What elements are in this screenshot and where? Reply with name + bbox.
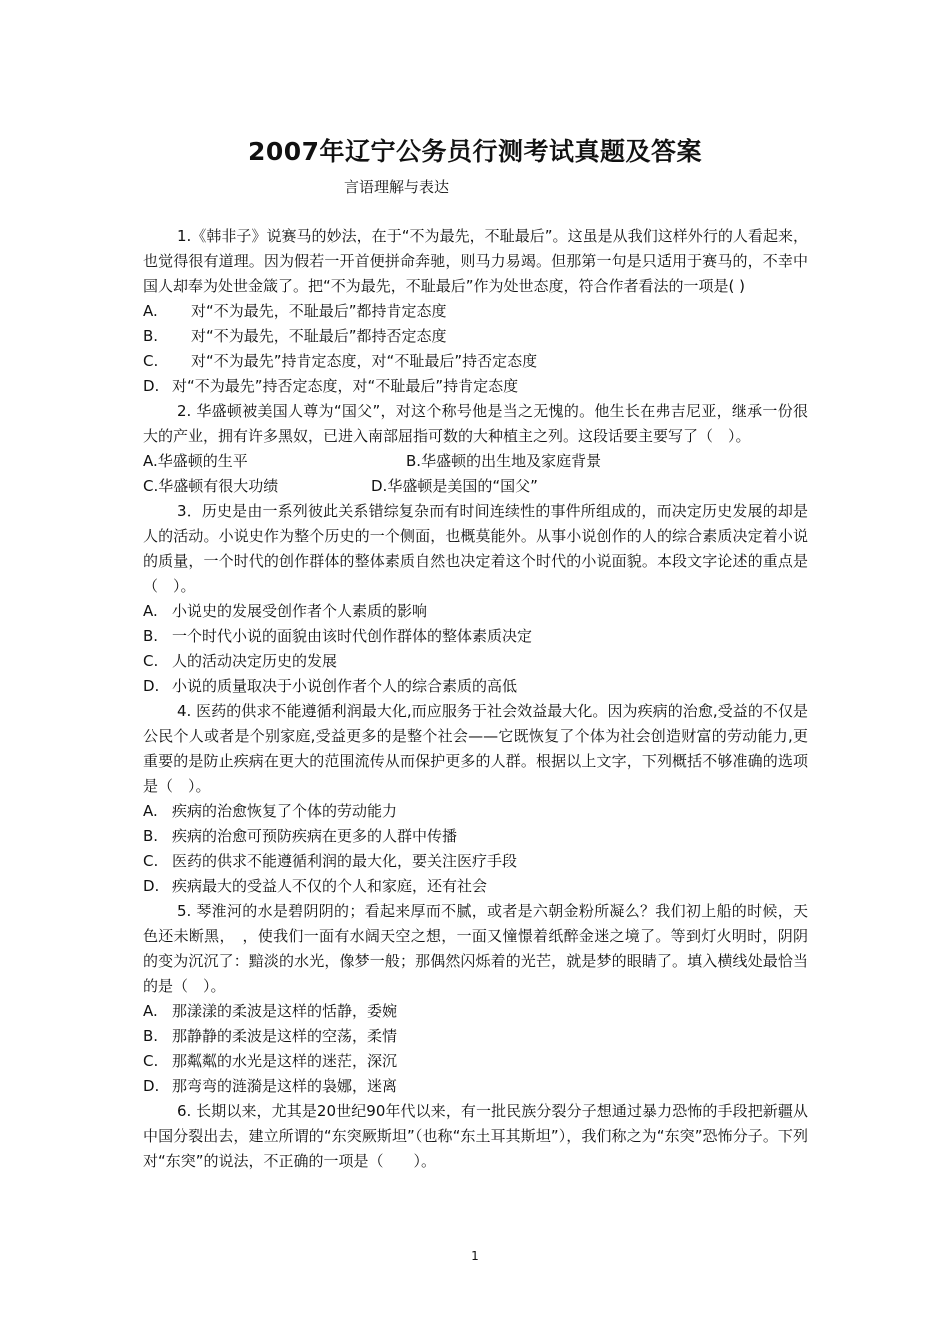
question-2-option-a (143, 449, 406, 474)
question-4-option-a (143, 799, 808, 824)
option-letter: D. (371, 477, 388, 495)
document-title: 2007年辽宁公务员行测考试真题及答案 (247, 137, 703, 166)
option-text: 对“不为最先，不耻最后”都持否定态度 (191, 327, 447, 345)
option-letter: A. (143, 1002, 158, 1020)
option-letter: B. (143, 327, 159, 345)
question-3-option-c (143, 649, 808, 674)
question-2-option-c (143, 474, 371, 499)
option-text: 那漾漾的柔波是这样的恬静，委婉 (172, 1002, 398, 1020)
option-text: 一个时代小说的面貌由该时代创作群体的整体素质决定 (172, 627, 533, 645)
question-1-option-b (143, 324, 808, 349)
option-text: 华盛顿是美国的“国父” (387, 477, 538, 495)
option-letter: C. (143, 352, 159, 370)
page-number: 1 (471, 1249, 479, 1263)
question-4-option-b (143, 824, 808, 849)
question-1-option-a (143, 299, 808, 324)
question-5-option-c (143, 1049, 808, 1074)
question-6-text: 6. 长期以来，尤其是20世纪90年代以来，有一批民族分裂分子想通过暴力恐怖的手段把新疆从中国分裂出去，建立所谓的“东突厥斯坦”（也称“东土耳其斯坦”），我们称之为“东突”恐怖分子。下列对“东突”的说法，不正确的一项是（ ）。 (143, 1102, 808, 1170)
option-letter: B. (143, 827, 159, 845)
option-letter: A. (143, 452, 158, 470)
option-letter: D. (143, 1077, 160, 1095)
option-letter: D. (143, 677, 160, 695)
option-text: 人的活动决定历史的发展 (172, 652, 338, 670)
question-2-options-row-1 (143, 449, 808, 474)
question-1-text: 1.《韩非子》说赛马的妙法，在于“不为最先，不耻最后”。这虽是从我们这样外行的人看起来，也觉得很有道理。因为假若一开首便拼命奔驰，则马力易竭。但那第一句是只适用于赛马的，不幸中国人却奉为处世金箴了。把“不为最先，不耻最后”作为处世态度，符合作者看法的一项是( ) (143, 227, 808, 295)
question-4-text: 4. 医药的供求不能遵循利润最大化,而应服务于社会效益最大化。因为疾病的治愈,受益的不仅是公民个人或者是个别家庭,受益更多的是整个社会——它既恢复了个体为社会创造财富的劳动能力,更重要的是防止疾病在更大的范围流传从而保护更多的人群。根据以上文字，下列概括不够准确的选项是（ ）。 (143, 702, 808, 795)
question-5-option-b (143, 1024, 808, 1049)
option-text: 小说的质量取决于小说创作者个人的综合素质的高低 (172, 677, 518, 695)
option-text: 疾病最大的受益人不仅的个人和家庭，还有社会 (172, 877, 488, 895)
option-text: 华盛顿的出生地及家庭背景 (421, 452, 602, 470)
option-text: 对“不为最先”持肯定态度，对“不耻最后”持否定态度 (191, 352, 538, 370)
question-4-option-c (143, 849, 808, 874)
option-letter: D. (143, 877, 160, 895)
question-3-option-b (143, 624, 808, 649)
option-text: 对“不为最先”持否定态度，对“不耻最后”持肯定态度 (172, 377, 519, 395)
option-text: 医药的供求不能遵循利润的最大化，要关注医疗手段 (172, 852, 518, 870)
option-letter: A. (143, 302, 158, 320)
question-1-option-d (143, 374, 808, 399)
option-text: 华盛顿有很大功绩 (158, 477, 279, 495)
question-3-option-a (143, 599, 808, 624)
option-letter: B. (143, 1027, 159, 1045)
option-text: 疾病的治愈可预防疾病在更多的人群中传播 (172, 827, 458, 845)
option-letter: C. (143, 1052, 159, 1070)
option-text: 那弯弯的涟漪是这样的袅娜，迷离 (172, 1077, 398, 1095)
question-5-text: 5. 琴淮河的水是碧阴阴的；看起来厚而不腻，或者是六朝金粉所凝么？我们初上船的时候，天色还未断黑， ，使我们一面有水阔天空之想，一面又憧憬着纸醉金迷之境了。等到灯火明时，阴阴的变为沉沉了：黯淡的水光，像梦一般；那偶然闪烁着的光芒，就是梦的眼睛了。填入横线处最恰当的是（ ）。 (143, 902, 808, 995)
question-2-option-d (371, 474, 538, 499)
question-1-option-c (143, 349, 808, 374)
option-text: 那粼粼的水光是这样的迷茫，深沉 (172, 1052, 398, 1070)
option-letter: D. (143, 377, 160, 395)
question-2-text: 2. 华盛顿被美国人尊为“国父”，对这个称号他是当之无愧的。他生长在弗吉尼亚，继承一份很大的产业，拥有许多黑奴，已进入南部屈指可数的大种植主之列。这段话要主要写了（ ）。 (143, 402, 808, 445)
section-heading: 言语理解与表达 (344, 178, 450, 196)
option-text: 华盛顿的生平 (157, 452, 248, 470)
option-letter: C. (143, 477, 159, 495)
question-3-option-d (143, 674, 808, 699)
question-3-text: 3．历史是由一系列彼此关系错综复杂而有时间连续性的事件所组成的，而决定历史发展的却是人的活动。小说史作为整个历史的一个侧面，也概莫能外。从事小说创作的人的综合素质决定着小说的质量，一个时代的创作群体的整体素质自然也决定着这个时代的小说面貌。本段文字论述的重点是（ ）。 (143, 502, 808, 595)
question-5-option-d (143, 1074, 808, 1099)
option-letter: B. (406, 452, 422, 470)
option-letter: A. (143, 602, 158, 620)
question-2-option-b (406, 449, 601, 474)
option-text: 疾病的治愈恢复了个体的劳动能力 (172, 802, 398, 820)
document-body (143, 224, 808, 1174)
question-5-option-a (143, 999, 808, 1024)
option-letter: C. (143, 652, 159, 670)
question-4-option-d (143, 874, 808, 899)
option-letter: C. (143, 852, 159, 870)
option-letter: B. (143, 627, 159, 645)
option-letter: A. (143, 802, 158, 820)
question-2-options-row-2 (143, 474, 808, 499)
option-text: 小说史的发展受创作者个人素质的影响 (172, 602, 428, 620)
option-text: 对“不为最先，不耻最后”都持肯定态度 (191, 302, 447, 320)
option-text: 那静静的柔波是这样的空荡，柔情 (172, 1027, 398, 1045)
